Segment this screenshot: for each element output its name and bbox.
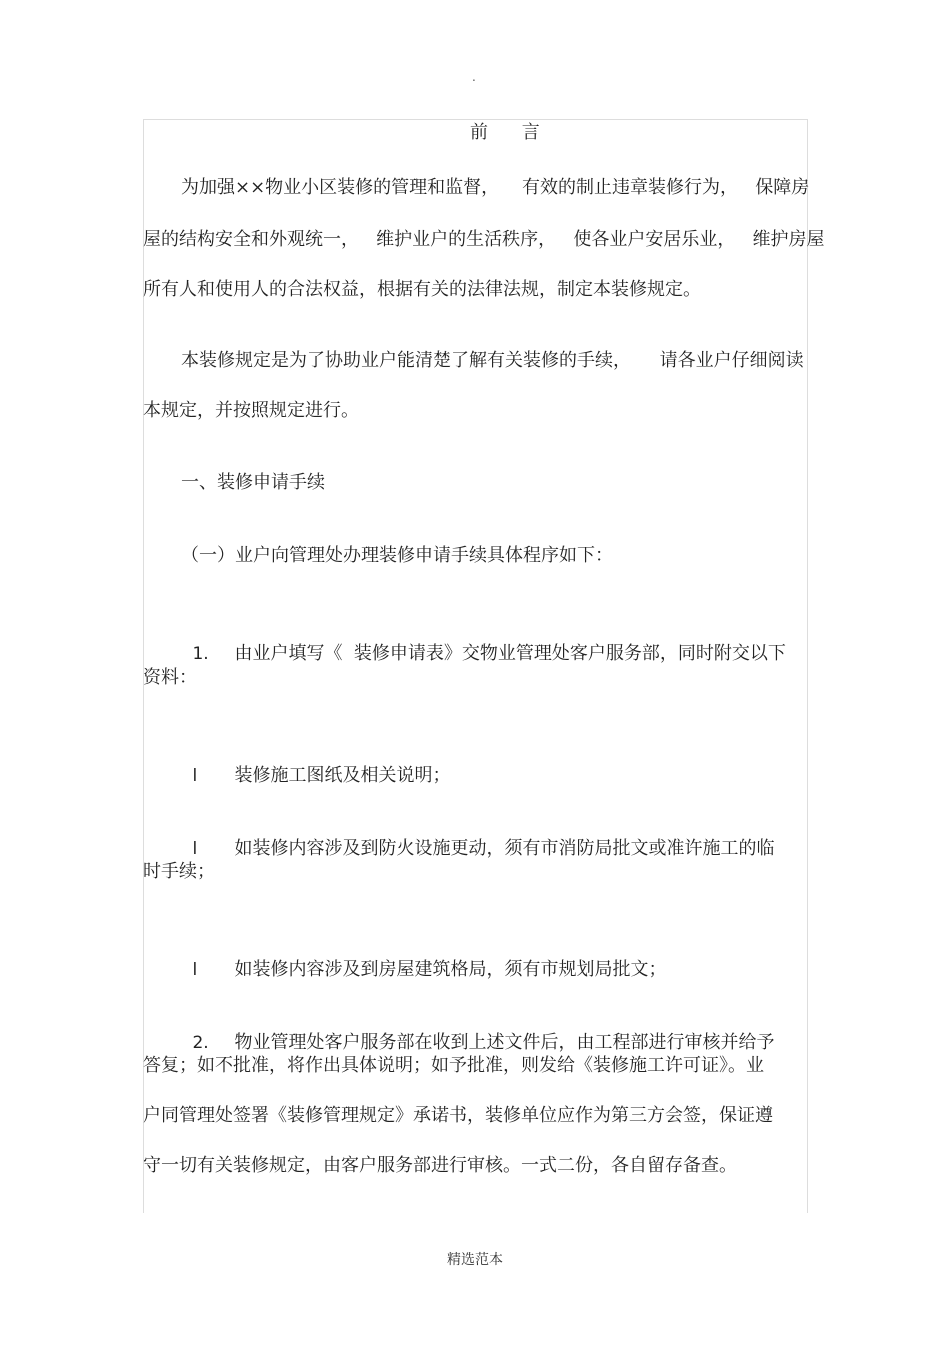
bullet-2 xyxy=(181,810,774,862)
subsection-heading: （一）业户向管理处办理装修申请手续具体程序如下： xyxy=(181,545,613,566)
item-1 xyxy=(181,615,786,667)
item-2-line-4: 守一切有关装修规定，由客户服务部进行审核。一式二份，各自留存备查。 xyxy=(143,1155,737,1176)
paragraph-1-line-2: 屋的结构安全和外观统一， 维护业户的生活秩序， 使各业户安居乐业， 维护房屋 xyxy=(143,229,825,250)
paragraph-1-line-3: 所有人和使用人的合法权益，根据有关的法律法规，制定本装修规定。 xyxy=(143,279,701,300)
item-1-line-2: 资料： xyxy=(143,667,197,688)
item-2-number: 2. xyxy=(192,1033,209,1053)
paragraph-2-line-1: 本装修规定是为了协助业户能清楚了解有关装修的手续， 请各业户仔细阅读 xyxy=(181,350,804,371)
item-2-line-2: 答复；如不批准，将作出具体说明；如予批准，则发给《装修施工许可证》。业 xyxy=(143,1055,764,1076)
item-2-line-3: 户同管理处签署《装修管理规定》承诺书，装修单位应作为第三方会签，保证遵 xyxy=(143,1105,773,1126)
bullet-3 xyxy=(181,931,666,983)
paragraph-2-line-2: 本规定，并按照规定进行。 xyxy=(143,400,359,421)
bullet-2-line-1: 如装修内容涉及到防火设施更动，须有市消防局批文或准许施工的临 xyxy=(234,838,775,859)
bullet-3-text: 如装修内容涉及到房屋建筑格局，须有市规划局批文； xyxy=(234,959,667,980)
item-1-number: 1. xyxy=(192,644,209,664)
header-dot: . xyxy=(472,70,476,84)
bullet-1 xyxy=(181,737,450,789)
bullet-2-line-2: 时手续； xyxy=(143,861,215,882)
item-2 xyxy=(181,1004,774,1056)
item-2-line-1: 物业管理处客户服务部在收到上述文件后，由工程部进行审核并给予 xyxy=(234,1032,775,1053)
section-heading: 一、装修申请手续 xyxy=(181,472,325,493)
bullet-mark: l xyxy=(192,839,198,859)
paragraph-1-line-1: 为加强××物业小区装修的管理和监督， 有效的制止违章装修行为， 保障房 xyxy=(181,177,810,198)
bullet-mark: l xyxy=(192,960,198,980)
bullet-1-text: 装修施工图纸及相关说明； xyxy=(234,765,451,786)
document-title: 前 言 xyxy=(470,122,554,143)
item-1-line-1: 由业户填写《 装修申请表》交物业管理处客户服务部，同时附交以下 xyxy=(234,643,786,664)
page-footer: 精选范本 xyxy=(447,1252,503,1268)
bullet-mark: l xyxy=(192,766,198,786)
